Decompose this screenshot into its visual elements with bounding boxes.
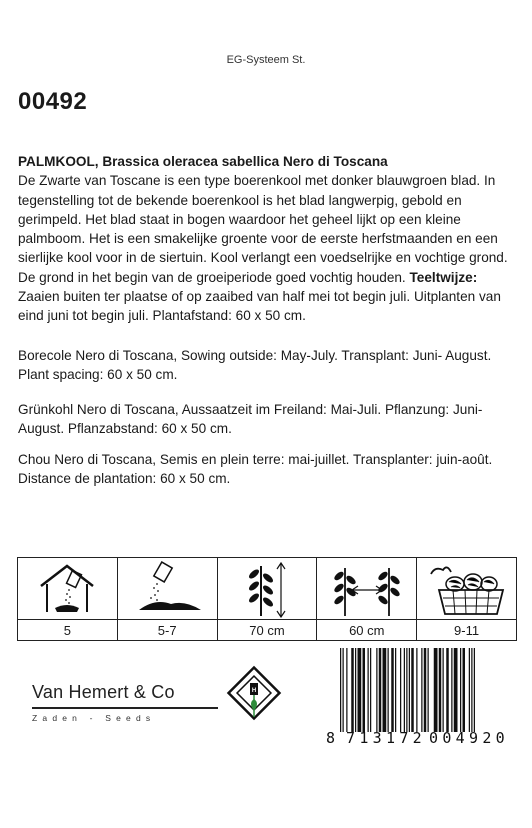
barcode-bars [340,648,514,732]
barcode-bar [411,648,414,732]
barcode-bar [439,648,442,732]
barcode-bar [409,648,410,732]
sow-outdoors-months: 5-7 [157,622,177,638]
product-name-nl: PALMKOOL, [18,154,99,169]
barcode-bar [391,648,394,732]
harvest-months: 9-11 [454,622,480,638]
barcode-bar [370,648,371,732]
sow-indoors-month: 5 [63,622,72,638]
barcode-bar [346,648,347,732]
barcode-bar [416,648,417,732]
barcode-bar [469,648,470,732]
description-de-text: Aussaatzeit im Freiland: Mai-Juli. Pflanzung: Juni-August. Pflanzabstand: 60 x 50 cm. [18,402,483,437]
plant-height-value: 70 cm [249,622,285,638]
certification-label: EG-Systeem St. [226,54,306,66]
barcode-digit-prefix: 8 [326,729,336,747]
barcode-bar [340,648,341,732]
svg-text:H: H [251,688,257,694]
lot-number: 00492 [18,88,88,115]
barcode-bar [404,648,405,732]
description-dutch [18,152,518,326]
barcode-bar [343,648,344,732]
barcode-bar [363,648,366,732]
brand-emblem-icon [226,665,282,721]
brand-divider [32,707,218,709]
ean-barcode [326,648,516,748]
plant-spacing-cell [317,558,417,640]
description-nl-part1: De Zwarte van Toscane is een type boerenkool met donker blauwgroen blad. In tegenstelling tot de bekende boerenkool is het blad langwerpig, gebold en gerimpeld. Het blad staat in bogen waardoor het geheel lijkt op een kleine palmboom. Het is een smakelijke groente voor de eerste herfstmaanden en een sierlijke kool voor in de siertuin. Kool verlangt een voedselrijke en vochtige grond. De grond in het begin van de groeiperiode goed vochtig houden. [18,173,508,285]
barcode-bar [379,648,382,732]
product-name-fr: Chou Nero di Toscana, [18,452,157,467]
product-name-en: Borecole Nero di Toscana, [18,348,178,363]
barcode-bar [355,648,356,732]
sow-indoors-icon [21,560,113,618]
barcode-bar [443,648,444,732]
barcode-bar [358,648,362,732]
barcode-bar [400,648,401,732]
barcode-bar [463,648,466,732]
sow-outdoors-cell [118,558,218,640]
barcode-bar [428,648,429,732]
teeltwijze-label: Teeltwijze: [409,269,478,285]
plant-spacing-value: 60 cm [349,622,385,638]
brand-logo [32,682,222,723]
product-latin-name: Brassica oleracea sabellica Nero di Toscana [102,154,388,169]
barcode-bar [395,648,396,732]
barcode-bar [471,648,472,732]
plant-height-cell [218,558,318,640]
barcode-digits-right: 004920 [429,729,509,747]
description-french [18,450,518,489]
barcode-bar [351,648,354,732]
barcode-digits-left: 713172 [346,729,426,747]
barcode-bar [406,648,407,732]
harvest-basket-icon [421,560,513,618]
harvest-cell [417,558,516,640]
barcode-bar [383,648,387,732]
barcode-bar [454,648,458,732]
plant-height-icon [221,560,313,618]
growing-info-icons [17,557,517,641]
barcode-bar [424,648,427,732]
product-name-de: Grünkohl Nero di Toscana, [18,402,179,417]
barcode-bar [376,648,377,732]
sow-outdoors-icon [121,560,213,618]
plant-spacing-icon [321,560,413,618]
barcode-bar [388,648,389,732]
barcode-bar [446,648,449,732]
barcode-bar [421,648,422,732]
description-en-text: Sowing outside: May-July. Transplant: Juni- August. Plant spacing: 60 x 50 cm. [18,348,492,383]
barcode-bar [474,648,475,732]
brand-tagline: Zaden - Seeds [32,713,156,723]
description-english [18,346,518,385]
barcode-bar [368,648,369,732]
barcode-bar [460,648,461,732]
description-nl-part2: Zaaien buiten ter plaatse of op zaaibed van half mei tot begin juli. Uitplanten van eind juni tot begin juli. Plantafstand: 60 x 50 cm. [18,289,501,324]
description-german [18,400,518,439]
barcode-bar [434,648,438,732]
description-fr-text: Semis en plein terre: mai-juillet. Transplanter: juin-août. Distance de plantation: 60 x 50 cm. [18,452,493,487]
barcode-bar [451,648,452,732]
brand-name: Van Hemert & Co [32,682,175,702]
sow-indoors-cell [18,558,118,640]
